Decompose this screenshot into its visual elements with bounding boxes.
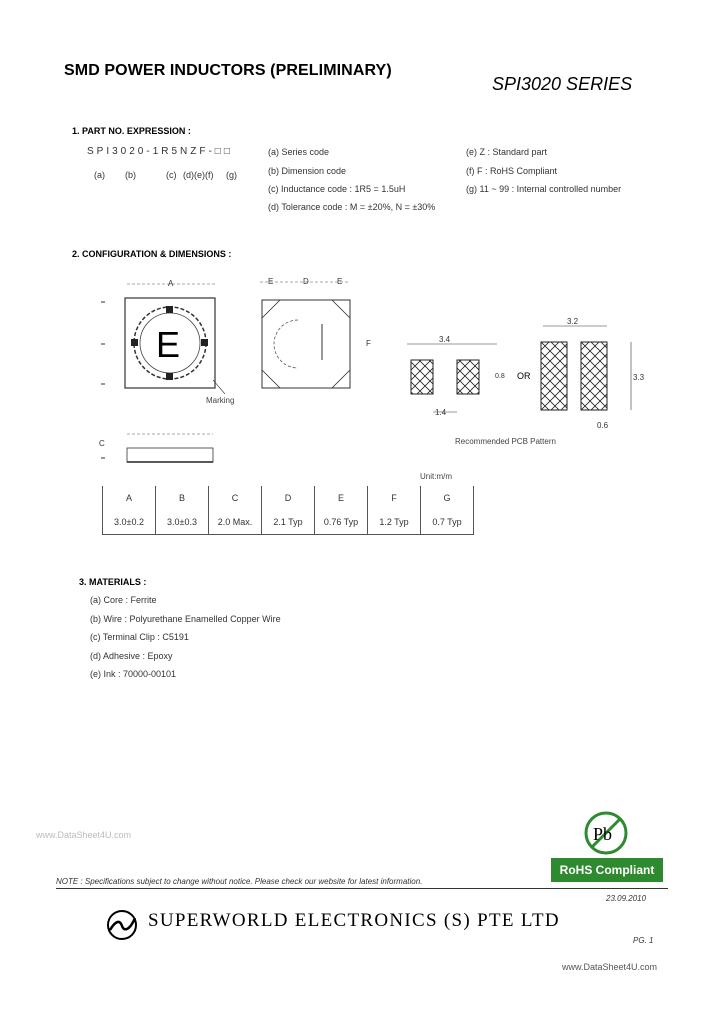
code-desc-f: (f) F : RoHS Compliant [466, 166, 558, 176]
pb-free-icon [583, 810, 629, 856]
dim-label-f: F [366, 339, 371, 348]
table-value-e: 0.76 Typ [315, 510, 368, 535]
footer-note: NOTE : Specifications subject to change without notice. Please check our website for latest information. [56, 877, 423, 886]
section-config-heading: 2. CONFIGURATION & DIMENSIONS : [72, 249, 232, 259]
pcb-h2-label: 3.3 [633, 373, 645, 382]
dim-label-a: A [168, 279, 174, 288]
material-adhesive: (d) Adhesive : Epoxy [90, 651, 173, 661]
material-terminal: (c) Terminal Clip : C5191 [90, 632, 189, 642]
part-number-code: SPI3020-1R5NZF-□□ [87, 146, 233, 157]
marking-letter: E [156, 324, 181, 365]
table-header-c: C [209, 486, 262, 510]
table-value-a: 3.0±0.2 [103, 510, 156, 535]
material-ink: (e) Ink : 70000-00101 [90, 669, 177, 679]
pcb-or-label: OR [517, 371, 531, 381]
code-desc-b: (b) Dimension code [268, 166, 347, 176]
series-name: SPI3020 SERIES [492, 74, 633, 94]
table-value-c: 2.0 Max. [209, 510, 262, 535]
company-name: SUPERWORLD ELECTRONICS (S) PTE LTD [148, 910, 560, 931]
table-value-g: 0.7 Typ [421, 510, 474, 535]
code-label-g: (g) [226, 170, 237, 180]
table-header-e: E [315, 486, 368, 510]
table-header-a: A [103, 486, 156, 510]
pcb-pad-label: 0.6 [597, 421, 609, 430]
code-desc-c: (c) Inductance code : 1R5 = 1.5uH [268, 184, 406, 194]
code-desc-d: (d) Tolerance code : M = ±20%, N = ±30% [268, 202, 436, 212]
pcb-h1-label: 0.8 [495, 373, 505, 380]
front-view-drawing [95, 428, 225, 468]
section-part-no-heading: 1. PART NO. EXPRESSION : [72, 126, 191, 136]
dim-label-e-right: E [337, 277, 343, 286]
page-title: SMD POWER INDUCTORS (PRELIMINARY) [64, 62, 392, 79]
page-number: PG. 1 [633, 936, 654, 945]
dimension-table [102, 486, 474, 535]
code-label-a: (a) [94, 170, 105, 180]
code-desc-a: (a) Series code [268, 147, 330, 157]
pcb-pattern-drawing [395, 316, 655, 438]
footer-date: 23.09.2010 [606, 894, 647, 903]
material-core: (a) Core : Ferrite [90, 595, 157, 605]
table-header-d: D [262, 486, 315, 510]
marking-label: Marking [206, 396, 235, 405]
material-wire: (b) Wire : Polyurethane Enamelled Copper Wire [90, 614, 281, 624]
pcb-caption: Recommended PCB Pattern [455, 437, 556, 446]
table-value-b: 3.0±0.3 [156, 510, 209, 535]
dim-label-d: D [303, 277, 309, 286]
unit-label: Unit:m/m [420, 472, 452, 481]
side-view-drawing [250, 272, 370, 392]
pcb-gap-label: 1.4 [435, 408, 447, 417]
table-value-f: 1.2 Typ [368, 510, 421, 535]
code-label-c: (c) [166, 170, 177, 180]
pcb-w1-label: 3.4 [439, 335, 451, 344]
top-view-drawing [95, 272, 245, 412]
code-label-b: (b) [125, 170, 136, 180]
table-header-f: F [368, 486, 421, 510]
table-value-d: 2.1 Typ [262, 510, 315, 535]
section-materials-heading: 3. MATERIALS : [79, 577, 147, 587]
company-logo-icon [104, 908, 140, 942]
code-desc-e: (e) Z : Standard part [466, 147, 548, 157]
footer-divider [56, 888, 668, 889]
watermark-bottom: www.DataSheet4U.com [562, 962, 658, 972]
code-label-def: (d)(e)(f) [183, 170, 214, 180]
pb-symbol: Pb [593, 824, 613, 844]
pcb-w2-label: 3.2 [567, 317, 579, 326]
dim-label-c: C [99, 439, 105, 448]
code-desc-g: (g) 11 ~ 99 : Internal controlled number [466, 184, 622, 194]
table-header-g: G [421, 486, 474, 510]
rohs-badge: RoHS Compliant [551, 858, 663, 882]
watermark-text: www.DataSheet4U.com [36, 830, 132, 840]
table-header-b: B [156, 486, 209, 510]
dim-label-e-left: E [268, 277, 274, 286]
